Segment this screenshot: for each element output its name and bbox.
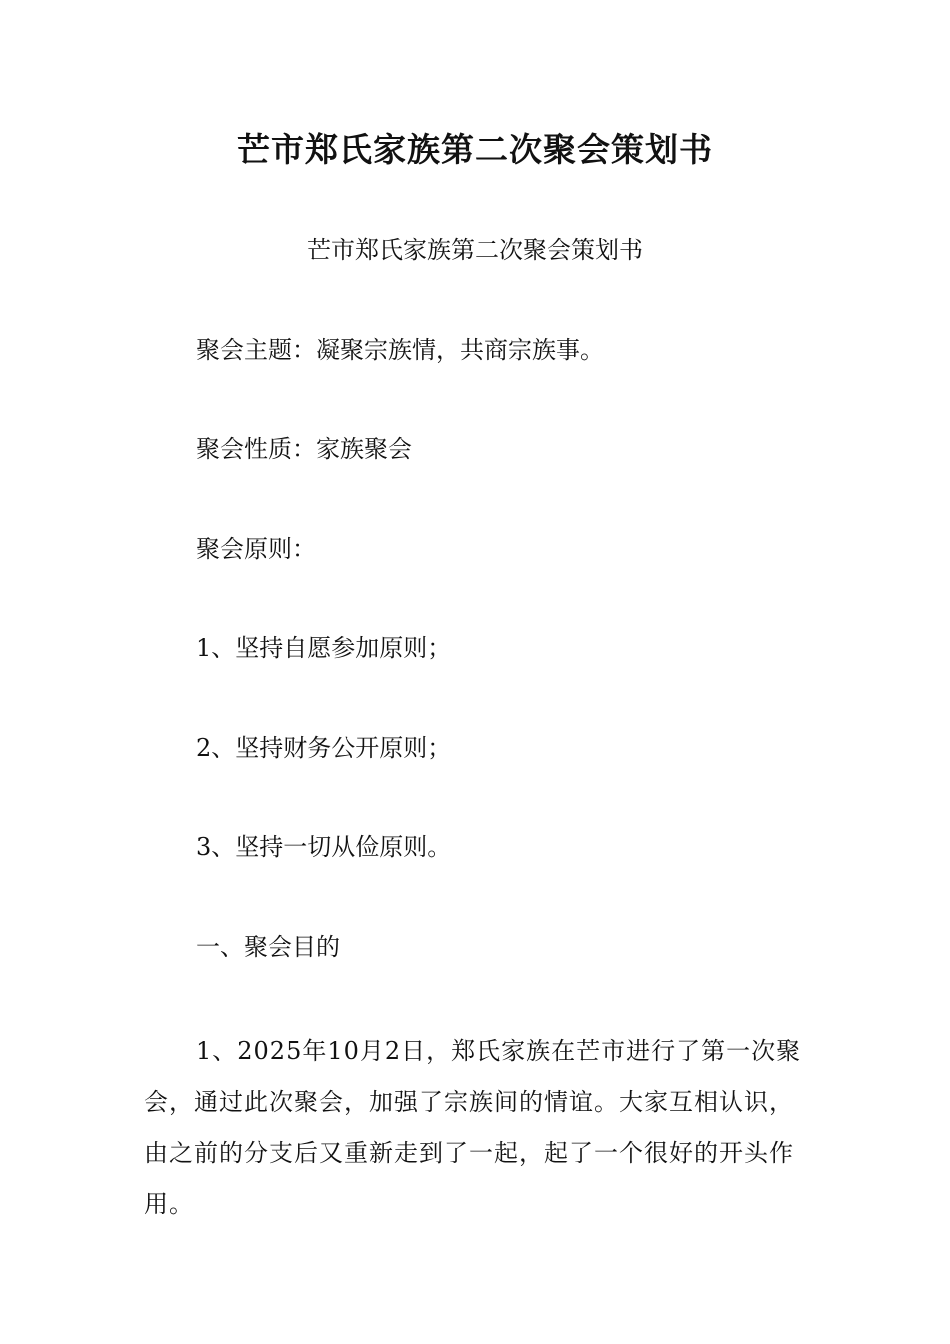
theme-line: 聚会主题：凝聚宗族情，共商宗族事。 — [196, 336, 604, 364]
body-paragraph: 1、2025年10月2日，郑氏家族在芒市进行了第一次聚会，通过此次聚会，加强了宗族间的情谊。大家互相认识，由之前的分支后又重新走到了一起，起了一个很好的开头作用。 — [144, 1037, 802, 1218]
document-title: 芒市郑氏家族第二次聚会策划书 — [237, 130, 713, 169]
principle-item: 1、坚持自愿参加原则； — [196, 634, 452, 662]
section-heading: 一、聚会目的 — [196, 933, 340, 961]
principles-heading: 聚会原则： — [196, 535, 316, 563]
document-subtitle: 芒市郑氏家族第二次聚会策划书 — [307, 236, 643, 264]
principle-item: 2、坚持财务公开原则； — [196, 734, 452, 762]
nature-line: 聚会性质：家族聚会 — [196, 435, 412, 463]
principle-item: 3、坚持一切从俭原则。 — [196, 833, 452, 861]
